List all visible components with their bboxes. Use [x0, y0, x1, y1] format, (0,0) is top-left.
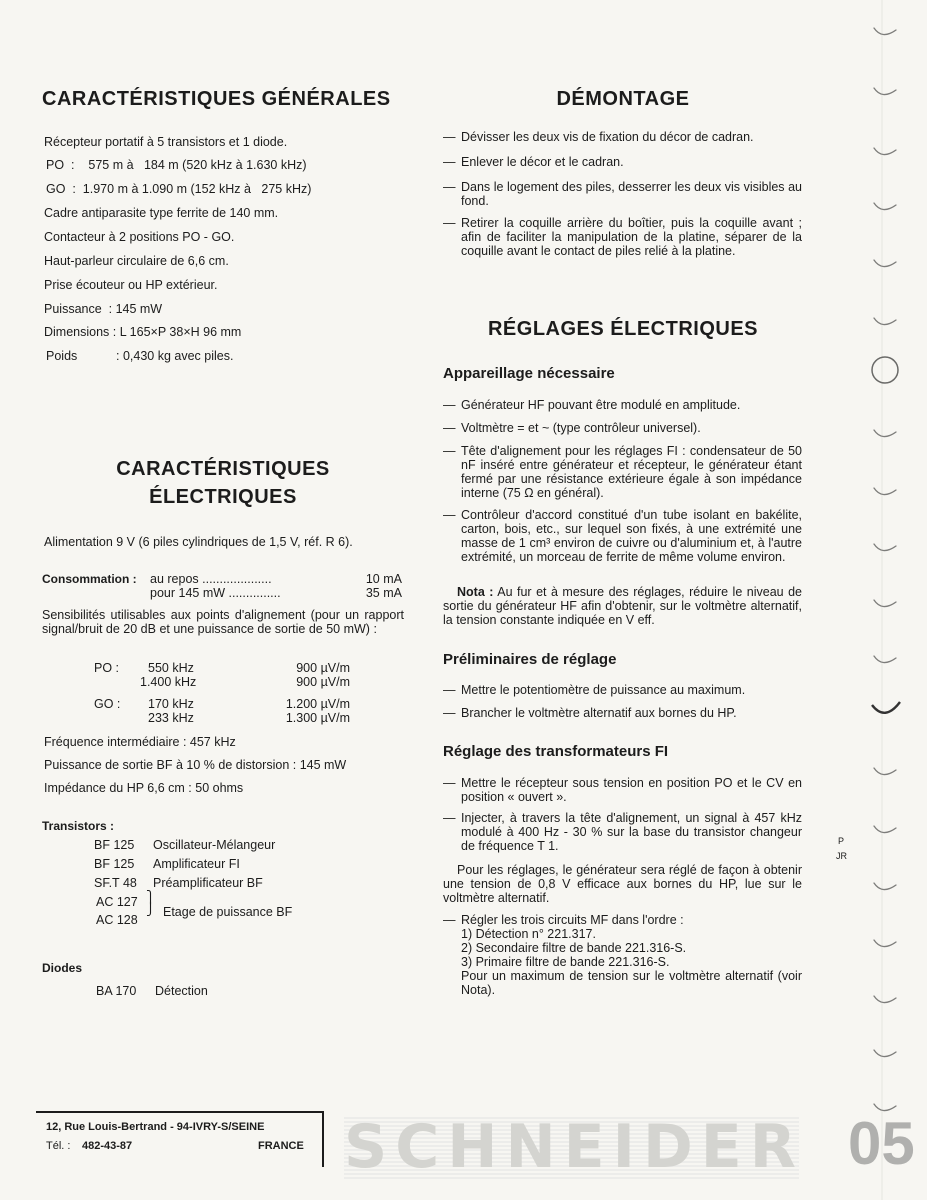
go-value-2: 1.300 µV/m [285, 711, 350, 725]
general-characteristics-title: CARACTÉRISTIQUES GÉNÉRALES [42, 88, 391, 110]
transistor-role: Amplificateur FI [153, 857, 240, 871]
transistor-ref: BF 125 [94, 857, 135, 871]
electrical-characteristics-title-1: CARACTÉRISTIQUES [116, 458, 330, 480]
mf-end: Pour un maximum de tension sur le voltmètre alternatif (voir Nota). [461, 969, 802, 997]
consumption-idle-text: au repos .................... [150, 572, 272, 586]
po-value-1: 900 µV/m [296, 661, 350, 675]
diode-role: Détection [155, 984, 208, 998]
intermediate-frequency: Fréquence intermédiaire : 457 kHz [44, 735, 236, 749]
disassembly-step: — Dévisser les deux vis de fixation du décor de cadran. [443, 130, 754, 144]
mf-adjust-step: — Régler les trois circuits MF dans l'ordre : 1) Détection n° 221.317. 2) Secondaire filtre de bande 221.316-S. 3) Primaire filtre de bande 221.316-S. Pour un maximum de tension sur le voltmètre alternatif (voir Nota). [443, 913, 802, 997]
disassembly-step: — Dans le logement des piles, desserrer les deux vis visibles au fond. [443, 180, 802, 208]
transistor-ref: BF 125 [94, 838, 135, 852]
brace: ⎫ ⎭ [146, 890, 155, 916]
earphone-socket: Prise écouteur ou HP extérieur. [44, 278, 218, 292]
nota-text: Au fur et à mesure des réglages, réduire le niveau de sortie du générateur HF afin d'obtenir, sur le voltmètre alternatif, la tension constante indiquée en V eff. [443, 585, 802, 627]
consumption-load-text: pour 145 mW ............... [150, 586, 281, 600]
footer-tel-label: Tél. : [46, 1140, 71, 1152]
footer-tel: 482-43-87 [82, 1140, 133, 1152]
transistors-title: Transistors : [42, 819, 115, 833]
power-stage-label: Etage de puissance BF [163, 905, 293, 919]
go-label: GO : [94, 697, 121, 711]
if-step: — Injecter, à travers la tête d'alignement, un signal à 457 kHz modulé à 400 Hz - 30 % sur la base du transistor changeur de fréquence T 1. [443, 811, 802, 853]
page-number: 05 [848, 1110, 915, 1177]
go-value-1: 1.200 µV/m [285, 697, 350, 711]
preliminary-step: — Mettre le potentiomètre de puissance au maximum. [443, 683, 746, 697]
brand-logo: SCHNEIDER [344, 1112, 804, 1182]
preliminaries-title: Préliminaires de réglage [443, 651, 617, 668]
consumption-label: Consommation : [42, 572, 137, 586]
diode-ref: BA 170 [96, 984, 137, 998]
consumption-load-value: 35 mA [365, 586, 402, 600]
go-freq-1: 170 kHz [148, 697, 194, 711]
disassembly-step: — Retirer la coquille arrière du boîtier, puis la coquille avant ; afin de faciliter la manipulation de la platine, séparer de la coquille avant le contact de piles relié à la platine. [443, 216, 802, 258]
margin-letters: JR [836, 851, 847, 861]
loudspeaker-info: Haut-parleur circulaire de 6,6 cm. [44, 254, 229, 268]
receiver-description: Récepteur portatif à 5 transistors et 1 diode. [44, 135, 288, 149]
transistor-role: Oscillateur-Mélangeur [153, 838, 276, 852]
transistor-ref: AC 128 [96, 913, 138, 927]
mf-intro: Régler les trois circuits MF dans l'ordre : [461, 913, 684, 927]
consumption-idle-value: 10 mA [365, 572, 402, 586]
disassembly-step: — Enlever le décor et le cadran. [443, 155, 624, 169]
mf-item: 1) Détection n° 221.317. [461, 927, 596, 941]
equipment-item: — Contrôleur d'accord constitué d'un tube isolant en bakélite, carton, bois, etc., sur lequel son fixés, à une extrémité une masse de 1 cm³ environ de cuivre ou d'aluminium et, à l'autre extrémité, un morceau de ferrite de même volume environ. [443, 508, 802, 564]
dimensions-info: Dimensions : L 165×P 38×H 96 mm [44, 325, 242, 339]
po-value-2: 900 µV/m [296, 675, 350, 689]
electrical-characteristics-title-2: ÉLECTRIQUES [149, 486, 297, 508]
nota-paragraph [443, 585, 802, 627]
diodes-title: Diodes [42, 961, 83, 975]
transistor-role: Préamplificateur BF [153, 876, 263, 890]
speaker-impedance: Impédance du HP 6,6 cm : 50 ohms [44, 781, 244, 795]
po-range: PO : 575 m à 184 m (520 kHz à 1.630 kHz) [46, 158, 307, 172]
transistor-ref: AC 127 [96, 895, 138, 909]
footer-country: FRANCE [258, 1140, 304, 1152]
if-transformers-title: Réglage des transformateurs FI [443, 743, 669, 760]
power-info: Puissance : 145 mW [44, 302, 163, 316]
equipment-item: — Tête d'alignement pour les réglages FI : condensateur de 50 nF inséré entre générateur et récepteur, le générateur étant fermé par une résistance extérieure égale à son impédance interne (75 Ω en général). [443, 444, 802, 500]
transistor-ref: SF.T 48 [94, 876, 137, 890]
equipment-item: — Voltmètre = et ~ (type contrôleur universel). [443, 421, 701, 435]
generator-paragraph: Pour les réglages, le générateur sera réglé de façon à obtenir une tension de 0,8 V efficace aux bornes du HP, lue sur le voltmètre alternatif. [443, 863, 802, 905]
power-supply: Alimentation 9 V (6 piles cylindriques de 1,5 V, réf. R 6). [44, 535, 353, 549]
if-step: — Mettre le récepteur sous tension en position PO et le CV en position « ouvert ». [443, 776, 802, 804]
nota-label: Nota : [457, 585, 494, 599]
switch-info: Contacteur à 2 positions PO - GO. [44, 230, 235, 244]
weight-value: : 0,430 kg avec piles. [116, 349, 234, 363]
mf-item: 2) Secondaire filtre de bande 221.316-S. [461, 941, 687, 955]
po-freq-1: 550 kHz [148, 661, 194, 675]
footer-address: 12, Rue Louis-Bertrand - 94-IVRY-S/SEINE [46, 1121, 265, 1133]
binding-spiral [852, 0, 927, 1200]
go-range: GO : 1.970 m à 1.090 m (152 kHz à 275 kHz) [46, 182, 312, 196]
weight-label: Poids [46, 349, 78, 363]
disassembly-title: DÉMONTAGE [556, 88, 690, 110]
antenna-frame: Cadre antiparasite type ferrite de 140 mm. [44, 206, 279, 220]
sensitivity-text: Sensibilités utilisables aux points d'alignement (pour un rapport signal/bruit de 20 dB et une puissance de sortie de 50 mW) : [42, 608, 404, 636]
go-freq-2: 233 kHz [148, 711, 194, 725]
sensitivity-intro [42, 608, 404, 636]
mf-item: 3) Primaire filtre de bande 221.316-S. [461, 955, 670, 969]
po-label: PO : [94, 661, 120, 675]
equipment-item: — Générateur HF pouvant être modulé en amplitude. [443, 398, 741, 412]
output-power: Puissance de sortie BF à 10 % de distorsion : 145 mW [44, 758, 347, 772]
adjustments-title: RÉGLAGES ÉLECTRIQUES [487, 318, 759, 340]
margin-letter: P [838, 836, 845, 846]
po-freq-2: 1.400 kHz [140, 675, 197, 689]
equipment-title: Appareillage nécessaire [443, 365, 615, 382]
preliminary-step: — Brancher le voltmètre alternatif aux bornes du HP. [443, 706, 737, 720]
